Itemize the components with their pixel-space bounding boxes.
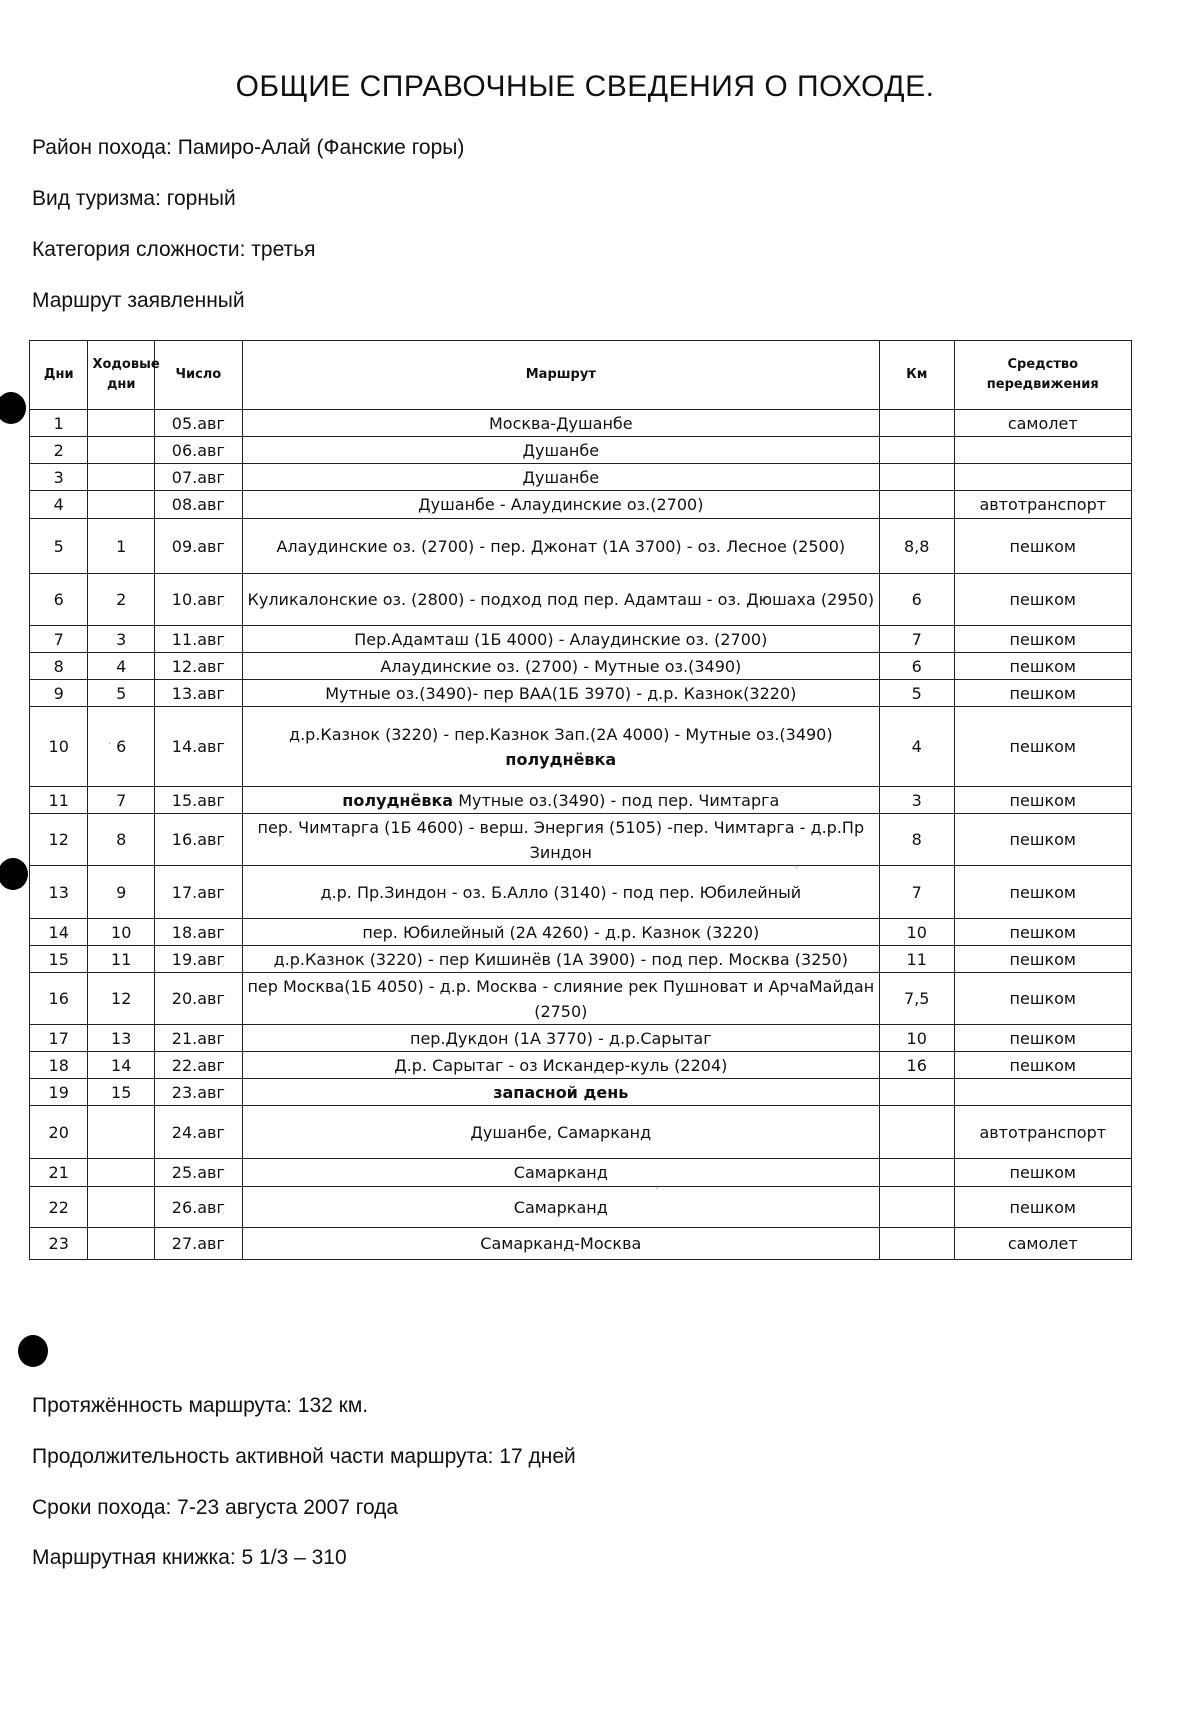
cell-day: 1 (30, 410, 88, 437)
cell-route (242, 680, 879, 707)
cell-transport: пешком (954, 680, 1132, 707)
cell-transport: пешком (954, 653, 1132, 680)
trip-dates: Сроки похода: 7-23 августа 2007 года (32, 1496, 399, 1519)
table-row (30, 814, 1132, 866)
cell-date: 11.авг (155, 626, 243, 653)
cell-day: 11 (30, 787, 88, 814)
cell-walk-day (88, 1228, 155, 1260)
cell-walk-day: 9 (88, 866, 155, 919)
cell-day: 6 (30, 574, 88, 626)
cell-km: 6 (879, 574, 954, 626)
active-duration: Продолжительность активной части маршрута: 17 дней (32, 1445, 576, 1468)
cell-walk-day: 3 (88, 626, 155, 653)
cell-route (242, 464, 879, 491)
table-row (30, 626, 1132, 653)
cell-transport: пешком (954, 1187, 1132, 1228)
table-row (30, 707, 1132, 787)
cell-date: 08.авг (155, 491, 243, 519)
route-text: Самарканд (513, 1197, 608, 1217)
cell-date: 05.авг (155, 410, 243, 437)
table-row (30, 1052, 1132, 1079)
cell-walk-day: 5 (88, 680, 155, 707)
cell-day: 20 (30, 1106, 88, 1159)
cell-day: 12 (30, 814, 88, 866)
cell-transport: автотранспорт (954, 1106, 1132, 1159)
table-row (30, 491, 1132, 519)
cell-transport (954, 464, 1132, 491)
cell-transport: пешком (954, 519, 1132, 574)
route-text: Куликалонские оз. (2800) - подход под пер. Адамташ - оз. Дюшаха (2950) (247, 590, 875, 609)
cell-date: 13.авг (155, 680, 243, 707)
col-header-day: Дни (30, 341, 88, 410)
cell-walk-day: 15 (88, 1079, 155, 1106)
route-text: пер. Юбилейный (2А 4260) - д.р. Казнок (3220) (362, 922, 760, 942)
page-title: ОБЩИЕ СПРАВОЧНЫЕ СВЕДЕНИЯ О ПОХОДЕ. (235, 70, 935, 103)
cell-route (242, 946, 879, 973)
col-header-km: Км (879, 341, 954, 410)
cell-date: 16.авг (155, 814, 243, 866)
cell-date: 22.авг (155, 1052, 243, 1079)
route-text: пер. Чимтарга (1Б 4600) - верш. Энергия (5105) -пер. Чимтарга - д.р.Пр Зиндон (257, 817, 865, 862)
cell-transport: пешком (954, 626, 1132, 653)
route-book: Маршрутная книжка: 5 1/3 – 310 (32, 1546, 347, 1569)
table-header-row (30, 341, 1132, 410)
scan-speck: · (655, 1183, 659, 1194)
table-row (30, 680, 1132, 707)
cell-km: 4 (879, 707, 954, 787)
table-row (30, 1106, 1132, 1159)
cell-day: 4 (30, 491, 88, 519)
cell-route (242, 973, 879, 1025)
cell-route (242, 814, 879, 866)
table-row (30, 464, 1132, 491)
cell-day: 5 (30, 519, 88, 574)
cell-transport: автотранспорт (954, 491, 1132, 519)
cell-day: 18 (30, 1052, 88, 1079)
cell-date: 09.авг (155, 519, 243, 574)
cell-day: 3 (30, 464, 88, 491)
cell-km (879, 437, 954, 464)
scan-speck: · (795, 862, 799, 873)
cell-transport: пешком (954, 787, 1132, 814)
cell-day: 23 (30, 1228, 88, 1260)
cell-day: 7 (30, 626, 88, 653)
cell-km: 8 (879, 814, 954, 866)
route-text: д.р.Казнок (3220) - пер Кишинёв (1А 3900) - под пер. Москва (3250) (273, 949, 848, 969)
cell-route (242, 410, 879, 437)
cell-route (242, 1025, 879, 1052)
punch-hole (0, 392, 26, 424)
cell-day: 19 (30, 1079, 88, 1106)
cell-route (242, 1106, 879, 1159)
cell-transport: пешком (954, 1159, 1132, 1187)
cell-walk-day: 14 (88, 1052, 155, 1079)
cell-transport (954, 1079, 1132, 1106)
route-length: Протяжённость маршрута: 132 км. (32, 1394, 369, 1417)
cell-transport: пешком (954, 574, 1132, 626)
route-text: пер.Дукдон (1А 3770) - д.р.Сарытаг (409, 1028, 712, 1048)
cell-date: 18.авг (155, 919, 243, 946)
cell-day: 22 (30, 1187, 88, 1228)
table-row (30, 946, 1132, 973)
table-row (30, 410, 1132, 437)
route-text: Душанбе (522, 467, 600, 487)
cell-km: 11 (879, 946, 954, 973)
cell-route (242, 1079, 879, 1106)
cell-day: 10 (30, 707, 88, 787)
table-row (30, 866, 1132, 919)
cell-walk-day (88, 1159, 155, 1187)
cell-walk-day: 11 (88, 946, 155, 973)
route-text: Пер.Адамташ (1Б 4000) - Алаудинские оз. (2700) (354, 629, 768, 649)
cell-km: 7 (879, 626, 954, 653)
cell-route (242, 653, 879, 680)
cell-day: 8 (30, 653, 88, 680)
cell-route (242, 787, 879, 814)
cell-walk-day (88, 1187, 155, 1228)
route-table (29, 340, 1132, 1260)
col-header-route: Маршрут (242, 341, 879, 410)
cell-transport: пешком (954, 1025, 1132, 1052)
cell-walk-day: 8 (88, 814, 155, 866)
route-note-bold: полуднёвка (505, 749, 617, 769)
cell-walk-day (88, 1106, 155, 1159)
table-row (30, 437, 1132, 464)
route-text: Душанбе - Алаудинские оз.(2700) (418, 495, 704, 514)
cell-day: 9 (30, 680, 88, 707)
cell-day: 15 (30, 946, 88, 973)
cell-km: 6 (879, 653, 954, 680)
cell-walk-day: 4 (88, 653, 155, 680)
cell-km (879, 410, 954, 437)
cell-day: 21 (30, 1159, 88, 1187)
table-row (30, 1025, 1132, 1052)
cell-km: 10 (879, 1025, 954, 1052)
route-text: Душанбе (522, 440, 600, 460)
cell-route (242, 707, 879, 787)
table-row (30, 653, 1132, 680)
cell-date: 12.авг (155, 653, 243, 680)
punch-hole (0, 858, 28, 890)
cell-transport (954, 437, 1132, 464)
cell-walk-day: 12 (88, 973, 155, 1025)
cell-walk-day (88, 410, 155, 437)
route-text: Мутные оз.(3490) - под пер. Чимтарга (458, 790, 780, 810)
cell-km (879, 1228, 954, 1260)
cell-route (242, 1159, 879, 1187)
route-text: Д.р. Сарытаг - оз Искандер-куль (2204) (394, 1055, 728, 1075)
cell-day: 14 (30, 919, 88, 946)
cell-walk-day (88, 437, 155, 464)
cell-route (242, 866, 879, 919)
cell-km (879, 1159, 954, 1187)
cell-date: 25.авг (155, 1159, 243, 1187)
route-note-bold: полуднёвка (342, 790, 454, 810)
cell-date: 20.авг (155, 973, 243, 1025)
cell-day: 2 (30, 437, 88, 464)
table-row (30, 973, 1132, 1025)
route-text: Алаудинские оз. (2700) - Мутные оз.(3490) (380, 656, 742, 676)
cell-date: 24.авг (155, 1106, 243, 1159)
cell-km: 7 (879, 866, 954, 919)
cell-walk-day: 6 (88, 707, 155, 787)
table-row (30, 1079, 1132, 1106)
col-header-walk-day: Ходовые дни (88, 341, 155, 410)
cell-date: 06.авг (155, 437, 243, 464)
cell-km: 7,5 (879, 973, 954, 1025)
cell-route (242, 626, 879, 653)
route-declared-label: Маршрут заявленный (32, 289, 245, 312)
cell-date: 21.авг (155, 1025, 243, 1052)
cell-walk-day: 13 (88, 1025, 155, 1052)
cell-transport: пешком (954, 919, 1132, 946)
scan-speck: · (108, 738, 112, 749)
table-row (30, 1228, 1132, 1260)
table-row (30, 919, 1132, 946)
cell-date: 19.авг (155, 946, 243, 973)
route-text: Мутные оз.(3490)- пер ВАА(1Б 3970) - д.р. Казнок(3220) (325, 683, 797, 703)
route-text: Москва-Душанбе (488, 413, 633, 433)
cell-transport: самолет (954, 1228, 1132, 1260)
tourism-kind: Вид туризма: горный (32, 187, 236, 210)
route-text: Самарканд-Москва (480, 1234, 642, 1253)
cell-date: 17.авг (155, 866, 243, 919)
cell-day: 17 (30, 1025, 88, 1052)
cell-route (242, 574, 879, 626)
cell-walk-day: 7 (88, 787, 155, 814)
cell-transport: пешком (954, 1052, 1132, 1079)
table-row (30, 519, 1132, 574)
cell-transport: пешком (954, 707, 1132, 787)
cell-route (242, 1228, 879, 1260)
cell-day: 16 (30, 973, 88, 1025)
cell-route (242, 919, 879, 946)
cell-km: 8,8 (879, 519, 954, 574)
col-header-date: Число (155, 341, 243, 410)
route-text: пер Москва(1Б 4050) - д.р. Москва - слияние рек Пушноват и АрчаМайдан (2750) (247, 976, 875, 1021)
cell-transport: пешком (954, 946, 1132, 973)
route-note-bold: запасной день (493, 1082, 629, 1102)
table-row (30, 574, 1132, 626)
cell-km: 5 (879, 680, 954, 707)
cell-transport: самолет (954, 410, 1132, 437)
cell-route (242, 437, 879, 464)
cell-km: 10 (879, 919, 954, 946)
route-text: д.р. Пр.Зиндон - оз. Б.Алло (3140) - под пер. Юбилейный (320, 882, 802, 902)
cell-day: 13 (30, 866, 88, 919)
difficulty-category: Категория сложности: третья (32, 238, 316, 261)
cell-km: 16 (879, 1052, 954, 1079)
cell-date: 07.авг (155, 464, 243, 491)
route-text: Самарканд (513, 1163, 608, 1182)
cell-date: 15.авг (155, 787, 243, 814)
route-text: д.р.Казнок (3220) - пер.Казнок Зап.(2А 4000) - Мутные оз.(3490) (289, 724, 833, 744)
cell-km (879, 491, 954, 519)
cell-walk-day (88, 491, 155, 519)
cell-km (879, 1079, 954, 1106)
trip-area: Район похода: Памиро-Алай (Фанские горы) (32, 136, 465, 159)
route-text: Душанбе, Самарканд (470, 1122, 652, 1142)
cell-walk-day: 1 (88, 519, 155, 574)
cell-walk-day (88, 464, 155, 491)
cell-transport: пешком (954, 973, 1132, 1025)
cell-route (242, 1187, 879, 1228)
table-row (30, 1159, 1132, 1187)
punch-hole (18, 1335, 48, 1367)
cell-walk-day: 2 (88, 574, 155, 626)
cell-transport: пешком (954, 814, 1132, 866)
cell-date: 27.авг (155, 1228, 243, 1260)
route-text: Алаудинские оз. (2700) - пер. Джонат (1А 3700) - оз. Лесное (2500) (276, 536, 846, 556)
col-header-transport: Средство передвижения (954, 341, 1132, 410)
cell-date: 14.авг (155, 707, 243, 787)
cell-km (879, 464, 954, 491)
cell-date: 10.авг (155, 574, 243, 626)
table-row (30, 787, 1132, 814)
cell-transport: пешком (954, 866, 1132, 919)
cell-km (879, 1187, 954, 1228)
cell-km: 3 (879, 787, 954, 814)
cell-walk-day: 10 (88, 919, 155, 946)
table-row (30, 1187, 1132, 1228)
cell-route (242, 491, 879, 519)
cell-route (242, 519, 879, 574)
cell-date: 23.авг (155, 1079, 243, 1106)
cell-date: 26.авг (155, 1187, 243, 1228)
cell-km (879, 1106, 954, 1159)
cell-route (242, 1052, 879, 1079)
